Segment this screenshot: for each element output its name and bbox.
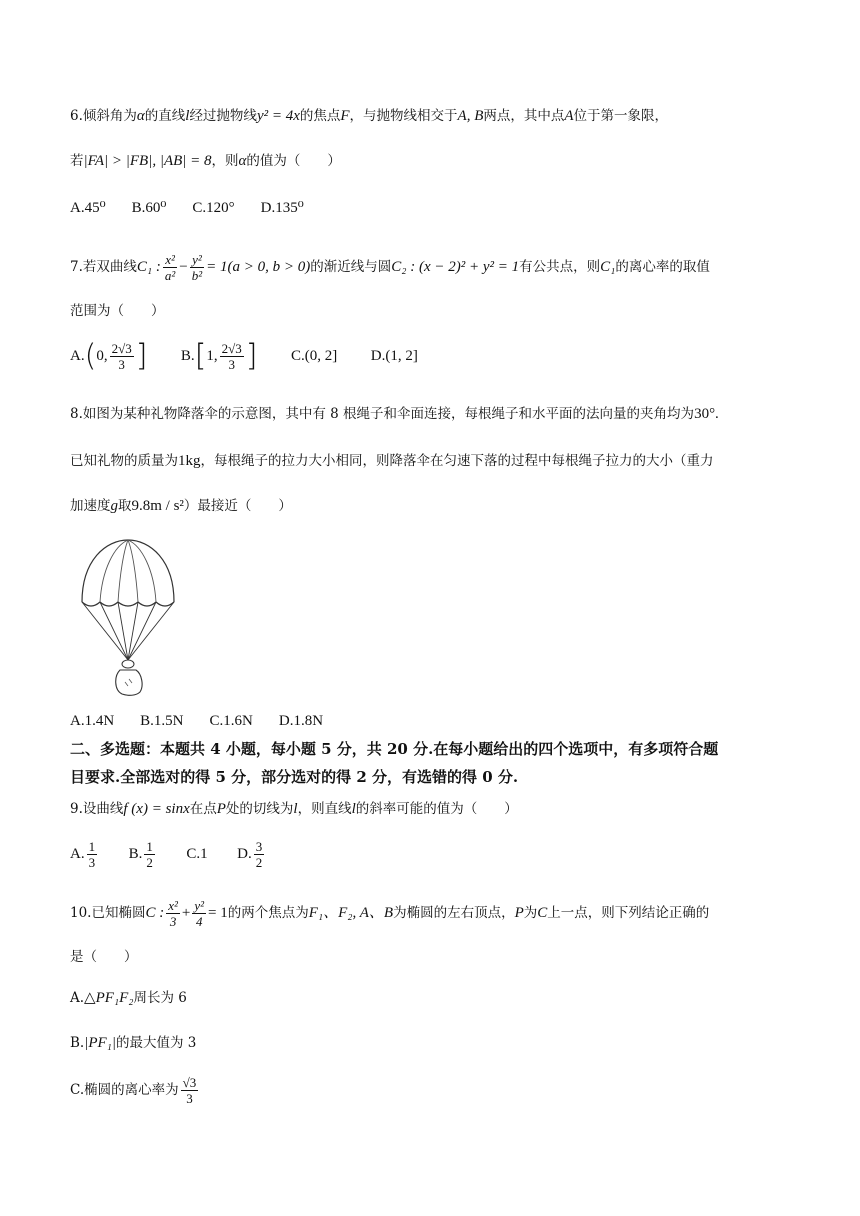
denominator: 2 xyxy=(255,855,263,871)
text: 1, xyxy=(206,348,218,364)
numerator: x² xyxy=(168,898,178,913)
text: 的直线 xyxy=(144,108,186,124)
denominator: b² xyxy=(191,268,203,283)
parachute-figure xyxy=(78,538,178,698)
fraction xyxy=(87,839,98,870)
text: 两点，其中点 xyxy=(483,108,565,124)
math-C1: C₁ : xyxy=(136,259,161,275)
math-C: C : xyxy=(145,905,165,921)
text: ，则直线 xyxy=(297,801,352,817)
text: 在点 xyxy=(189,801,217,817)
q9-option-c: C.1 xyxy=(186,846,208,862)
math-alpha: α xyxy=(238,153,247,169)
math-condition: |FA| > |FB|, |AB| = 8 xyxy=(83,153,212,169)
text: 的渐近线与圆 xyxy=(310,259,392,275)
math-angle: 30°. xyxy=(694,406,719,422)
text: 9.设曲线 xyxy=(70,801,124,817)
q6-line2 xyxy=(70,150,341,172)
math-circle: C₂ : (x − 2)² + y² = 1 xyxy=(391,259,520,275)
math-A: A xyxy=(564,108,574,124)
q10-option-b xyxy=(70,1032,196,1054)
section2-heading-line2: 目要求.全部选对的得 5 分，部分选对的得 2 分，有选错的得 0 分. xyxy=(70,768,519,786)
q9-options xyxy=(70,834,266,874)
math-minus: − xyxy=(179,259,188,275)
numerator: 1 xyxy=(146,839,153,855)
text: 范围为（ ） xyxy=(70,303,165,319)
numerator: 2√3 xyxy=(111,341,132,357)
q10-line1 xyxy=(70,898,709,929)
denominator: a² xyxy=(164,268,176,283)
math-gravity: 9.8m / s² xyxy=(131,498,184,514)
math-P: P xyxy=(514,905,524,921)
denominator: 3 xyxy=(169,914,177,929)
math-g: g xyxy=(110,498,118,514)
text: 的斜率可能的值为（ ） xyxy=(355,801,518,817)
fraction xyxy=(254,839,265,870)
text: 的焦点 xyxy=(299,108,341,124)
math-hyperbola-rest: = 1(a > 0, b > 0) xyxy=(206,259,311,275)
q6-option-b: B.60⁰ xyxy=(131,200,167,216)
numerator: x² xyxy=(163,252,177,268)
math-plus: + xyxy=(181,905,191,921)
fraction xyxy=(190,252,204,283)
q7-option-c: C.(0, 2] xyxy=(291,348,338,364)
denominator: 3 xyxy=(186,1091,193,1106)
q10-line2 xyxy=(70,946,138,968)
q8-options xyxy=(70,710,349,732)
fraction xyxy=(144,839,155,870)
fraction xyxy=(181,1075,199,1106)
numerator: √3 xyxy=(182,1075,197,1090)
fraction xyxy=(192,898,206,929)
math-C1: C₁ xyxy=(600,259,616,275)
q9-option-d-label: D. xyxy=(237,846,252,862)
text: 经过抛物线 xyxy=(189,108,257,124)
q6-options xyxy=(70,197,330,219)
text: 的两个焦点为 xyxy=(227,905,309,921)
q7-option-b-label: B. xyxy=(180,348,195,364)
q8-option-a: A.1.4N xyxy=(70,713,115,729)
math-alpha: α xyxy=(136,108,145,124)
q8-line2 xyxy=(70,450,714,472)
math-triangle: △PF₁F₂ xyxy=(84,990,134,1006)
math-parabola: y² = 4x xyxy=(256,108,300,124)
text: 为 xyxy=(523,905,538,921)
text: ，与抛物线相交于 xyxy=(349,108,458,124)
q7-option-d: D.(1, 2] xyxy=(370,348,418,364)
fraction xyxy=(163,252,177,283)
math-abs-PF1: |PF₁| xyxy=(84,1035,117,1051)
denominator: 3 xyxy=(88,855,96,871)
text: 周长为 6 xyxy=(133,990,187,1006)
fraction xyxy=(220,341,244,372)
text: ，每根绳子的拉力大小相同，则降落伞在匀速下落的过程中每根绳子拉力的大小（重力 xyxy=(200,453,714,469)
text: 10.已知椭圆 xyxy=(70,905,146,921)
q8-option-b: B.1.5N xyxy=(140,713,184,729)
text: 处的切线为 xyxy=(225,801,294,817)
math-C: C xyxy=(537,905,548,921)
text: 加速度 xyxy=(70,498,111,514)
q7-options: A.(0, $\frac{2√3}{3}$ ] B.[1, $\frac{2√3}{3}$ ] C.(0, 2] D.(1, 2] xyxy=(70,338,418,374)
q8-option-d: D.1.8N xyxy=(278,713,324,729)
denominator: 3 xyxy=(118,357,125,373)
math-AB: A, B xyxy=(457,108,484,124)
denominator: 2 xyxy=(146,855,153,871)
section2-heading-line1: 二、多选题：本题共 4 小题，每小题 5 分，共 20 分.在每小题给出的四个选项中，有多项符合题 xyxy=(70,740,719,758)
numerator: 2√3 xyxy=(221,341,242,357)
text: 有公共点，则 xyxy=(519,259,601,275)
text: 位于第一象限， xyxy=(573,108,669,124)
q9-line1 xyxy=(70,798,518,820)
q10-option-c xyxy=(70,1070,200,1110)
math-l: l xyxy=(351,801,356,817)
math-foci: F₁、F₂, A、B xyxy=(308,905,394,921)
q7-option-a-label: A. xyxy=(70,348,85,364)
text: 上一点，则下列结论正确的 xyxy=(547,905,710,921)
text: 是（ ） xyxy=(70,949,138,965)
numerator: y² xyxy=(190,252,204,268)
text: 0, xyxy=(96,348,108,364)
text: 7.若双曲线 xyxy=(70,259,137,275)
q6-option-c: C.120° xyxy=(192,200,235,216)
text: 8.如图为某种礼物降落伞的示意图，其中有 8 根绳子和伞面连接，每根绳子和水平面的法向量的夹角均为 xyxy=(70,406,695,422)
math-P: P xyxy=(216,801,226,817)
text: ，则 xyxy=(211,153,239,169)
q8-line1 xyxy=(70,403,719,425)
text: ）最接近（ ） xyxy=(183,498,292,514)
math-function: f (x) = sinx xyxy=(123,801,190,817)
text: 为椭圆的左右顶点， xyxy=(393,905,515,921)
q6-option-a: A.45⁰ xyxy=(70,200,106,216)
q6-option-d: D.135⁰ xyxy=(260,200,304,216)
q7-line2 xyxy=(70,300,165,322)
denominator: 3 xyxy=(228,357,235,373)
math-F: F xyxy=(340,108,350,124)
text: 已知礼物的质量为 xyxy=(70,453,178,469)
math-ellipse-rest: = 1 xyxy=(208,905,228,921)
text: 的最大值为 3 xyxy=(116,1035,197,1051)
math-mass: 1kg xyxy=(178,453,201,469)
numerator: 1 xyxy=(88,839,96,855)
q9-option-a-label: A. xyxy=(70,846,85,862)
denominator: 4 xyxy=(195,914,203,929)
label: B. xyxy=(70,1035,85,1051)
text: 6.倾斜角为 xyxy=(70,108,137,124)
q7-line1 xyxy=(70,252,710,283)
numerator: 3 xyxy=(255,839,263,855)
text: C.椭圆的离心率为 xyxy=(70,1082,179,1098)
fraction xyxy=(166,898,180,929)
text: 若 xyxy=(70,153,84,169)
q10-option-a xyxy=(70,987,187,1009)
fraction xyxy=(110,341,134,372)
text: 取 xyxy=(118,498,132,514)
math-l: l xyxy=(185,108,190,124)
text: 的值为（ ） xyxy=(246,153,341,169)
text: 的离心率的取值 xyxy=(615,259,710,275)
label: A. xyxy=(70,990,85,1006)
numerator: y² xyxy=(194,898,205,913)
q6-line1 xyxy=(70,105,668,127)
q8-line3 xyxy=(70,495,292,517)
math-l: l xyxy=(293,801,298,817)
q9-option-b-label: B. xyxy=(128,846,143,862)
q8-option-c: C.1.6N xyxy=(209,713,253,729)
